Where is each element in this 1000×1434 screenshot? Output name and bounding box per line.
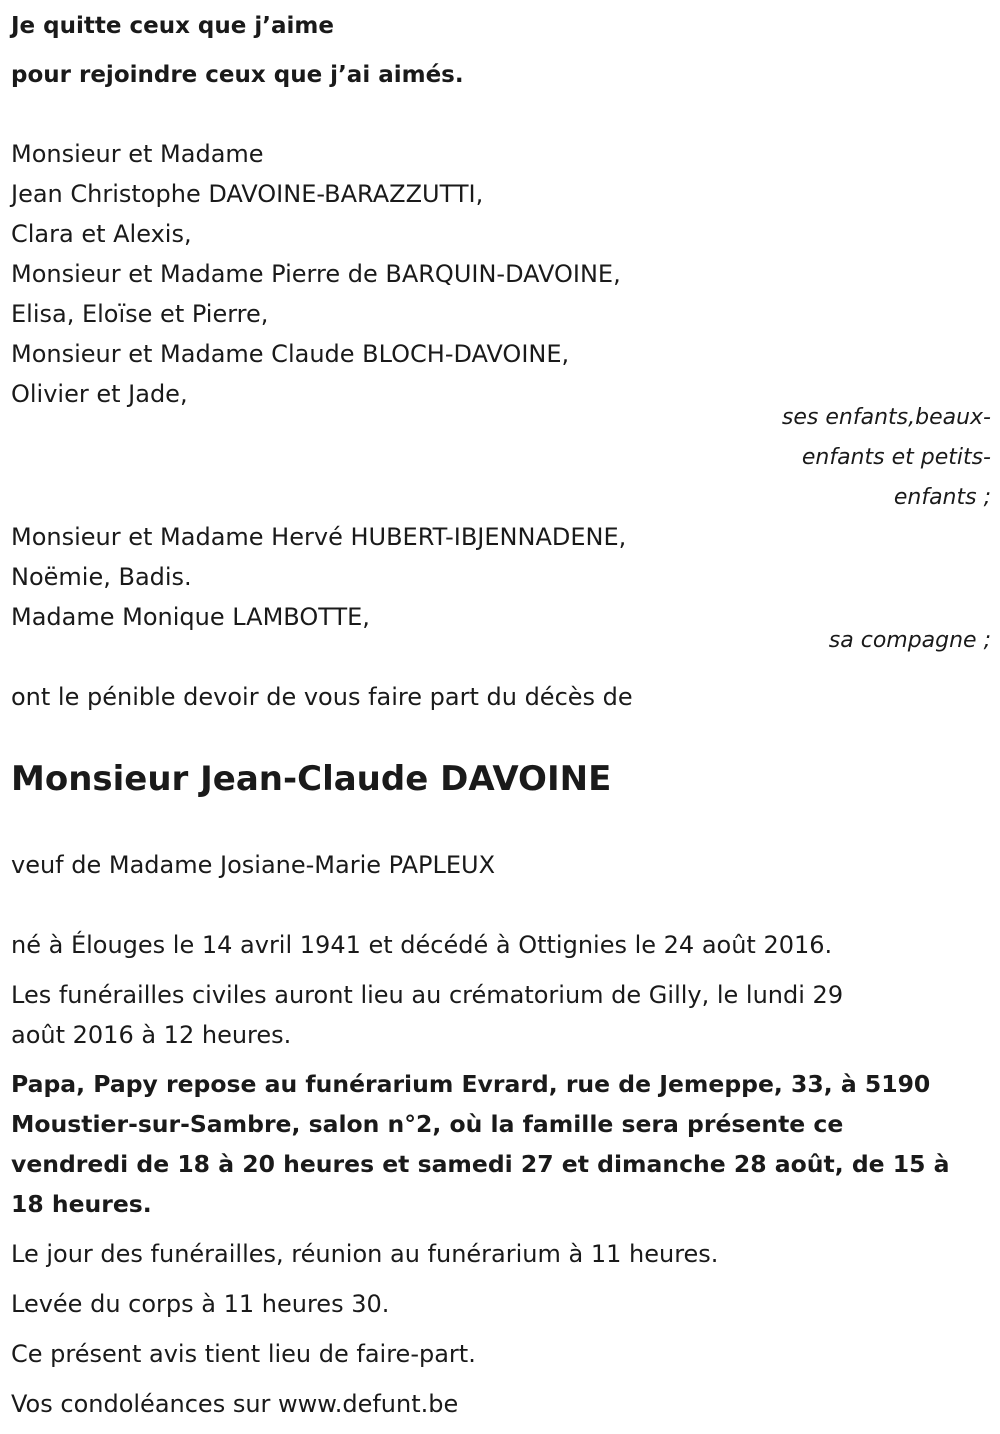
birth-death-line: né à Élouges le 14 avril 1941 et décédé à Ottignies le 24 août 2016. [11,931,833,959]
family-line: Monsieur et Madame Pierre de BARQUIN-DAVOINE, [11,260,621,288]
family-line: Monsieur et Madame [11,140,264,168]
family-line: Monsieur et Madame Claude BLOCH-DAVOINE, [11,340,570,368]
ceremony-line: août 2016 à 12 heures. [11,1021,292,1049]
family-role-line: enfants et petits- [801,445,991,470]
companion-line: Monsieur et Madame Hervé HUBERT-IBJENNADENE, [11,523,627,551]
visitation-line: vendredi de 18 à 20 heures et samedi 27 et dimanche 28 août, de 15 à [11,1150,950,1178]
meeting-line: Le jour des funérailles, réunion au funérarium à 11 heures. [11,1240,719,1268]
companion-line: Noëmie, Badis. [11,563,192,591]
departure-line: Levée du corps à 11 heures 30. [11,1290,390,1318]
ceremony-line: Les funérailles civiles auront lieu au crématorium de Gilly, le lundi 29 [11,981,844,1009]
companion-line: Madame Monique LAMBOTTE, [11,603,370,631]
family-line: Elisa, Eloïse et Pierre, [11,300,269,328]
condolences-line: Vos condoléances sur www.defunt.be [11,1390,459,1418]
family-role-line: ses enfants,beaux- [781,405,991,430]
widower-of: veuf de Madame Josiane-Marie PAPLEUX [11,851,496,879]
family-line: Jean Christophe DAVOINE-BARAZZUTTI, [11,180,484,208]
companion-role: sa compagne ; [828,628,991,653]
visitation-line: Moustier-sur-Sambre, salon n°2, où la famille sera présente ce [11,1110,844,1138]
announcement-text: ont le pénible devoir de vous faire part du décès de [11,683,633,711]
deceased-name: Monsieur Jean-Claude DAVOINE [11,759,612,799]
notice-line: Ce présent avis tient lieu de faire-part. [11,1340,476,1368]
family-line: Olivier et Jade, [11,380,188,408]
visitation-line: Papa, Papy repose au funérarium Evrard, rue de Jemeppe, 33, à 5190 [11,1070,931,1098]
visitation-line: 18 heures. [11,1190,152,1218]
family-line: Clara et Alexis, [11,220,192,248]
poem-line-2: pour rejoindre ceux que j’ai aimés. [11,62,464,88]
family-role-line: enfants ; [893,485,991,510]
poem-line-1: Je quitte ceux que j’aime [11,13,334,39]
